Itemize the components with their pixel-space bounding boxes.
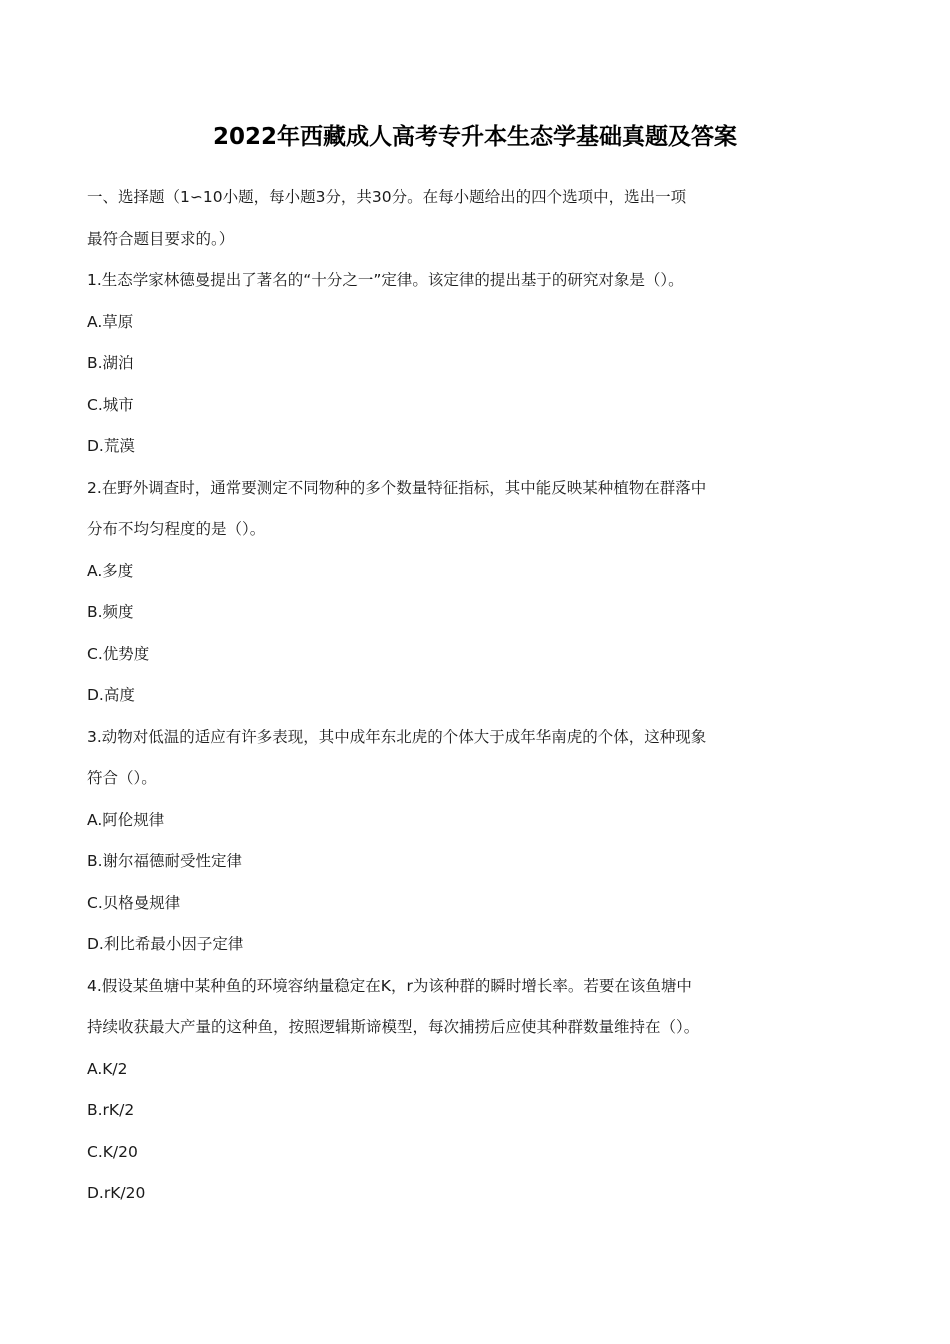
option-b: B.谢尔福德耐受性定律 [87,852,243,870]
section-header-line: 最符合题目要求的。） [87,229,235,248]
question-3 [87,717,787,966]
question-stem: 分布不均匀程度的是（）。 [87,520,266,538]
option-c: C.城市 [87,395,134,414]
section-header-line: 一、选择题（1∽10小题，每小题3分，共30分。在每小题给出的四个选项中，选出一项 [87,188,687,206]
option-a: A.K/2 [87,1059,128,1078]
option-b: B.rK/2 [87,1101,135,1119]
option-a: A.草原 [87,312,134,331]
option-c: C.优势度 [87,644,150,663]
question-4 [87,966,787,1215]
option-d: D.荒漠 [87,437,135,455]
document-body [87,177,787,1215]
option-b: B.湖泊 [87,354,134,372]
question-1 [87,260,787,468]
option-c: C.K/20 [87,1142,138,1161]
question-stem: 符合（）。 [87,769,157,787]
question-stem: 2.在野外调查时，通常要测定不同物种的多个数量特征指标，其中能反映某种植物在群落中 [87,478,707,497]
option-a: A.阿伦规律 [87,810,165,829]
option-d: D.高度 [87,686,135,704]
document-title: 2022年西藏成人高考专升本生态学基础真题及答案 [212,124,737,150]
option-d: D.利比希最小因子定律 [87,935,244,953]
option-c: C.贝格曼规律 [87,893,181,912]
option-a: A.多度 [87,561,134,580]
question-2 [87,468,787,717]
option-b: B.频度 [87,603,134,621]
question-stem: 持续收获最大产量的这种鱼，按照逻辑斯谛模型，每次捕捞后应使其种群数量维持在（）。 [87,1018,700,1036]
question-stem: 4.假设某鱼塘中某种鱼的环境容纳量稳定在K，r为该种群的瞬时增长率。若要在该鱼塘中 [87,976,692,995]
question-stem: 3.动物对低温的适应有许多表现，其中成年东北虎的个体大于成年华南虎的个体，这种现象 [87,727,707,746]
question-stem: 1.生态学家林德曼提出了著名的“十分之一”定律。该定律的提出基于的研究对象是（）。 [87,271,684,289]
option-d: D.rK/20 [87,1184,146,1202]
